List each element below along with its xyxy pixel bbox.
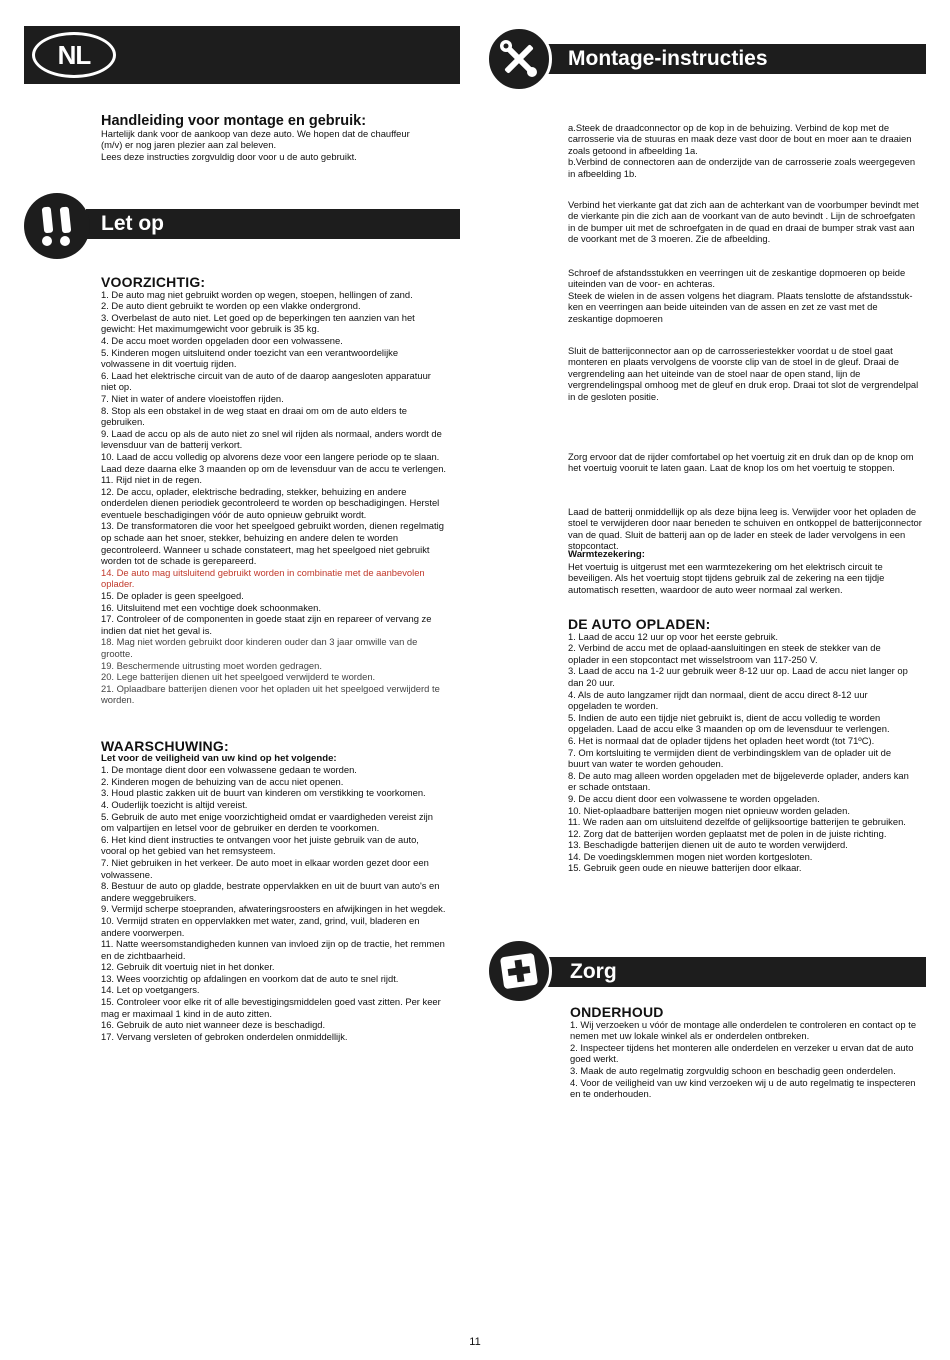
opladen-title: DE AUTO OPLADEN: — [568, 616, 711, 632]
intro-line: (m/v) er nog jaren plezier aan zal beleven. — [101, 139, 277, 151]
montage-block-text: Verbind het vierkante gat dat zich aan de achterkant van de voorbumper bevindt met de vierkante pin die zich aan de voorkant van de auto bevindt . Lijn de schroefgaten in de bumper uit met de schroefgaten in de quad en draai de bumper strak vast aan de voorkant met de 3 moeren. Zie de afbeelding. — [568, 198, 919, 245]
list-item: 15. Gebruik geen oude en nieuwe batterijen door elkaar. — [568, 862, 802, 874]
language-badge — [32, 32, 116, 78]
onderhoud-section — [570, 1004, 926, 1100]
intro-title: Handleiding voor montage en gebruik: — [101, 113, 367, 129]
warmtezekering-text: Het voertuig is uitgerust met een warmtezekering om het elektrisch circuit te beveiligen. Als het voertuig stopt tijdens gebruik zal de zekering na een tijdje automatisch resetten, waardoor de auto weer normaal zal werken. — [568, 560, 885, 595]
list-item: 8. Bestuur de auto op gladde, bestrate oppervlakken en uit de buurt van auto's en andere weggebruikers. — [101, 880, 440, 903]
list-item: 1. De montage dient door een volwassene gedaan te worden. — [101, 764, 357, 776]
waarschuwing-title: WAARSCHUWING: — [101, 738, 229, 754]
zorg-title: Zorg — [570, 960, 617, 983]
list-item: 10. Laad de accu volledig op alvorens deze voor een langere periode op te slaan. Laad deze daarna elke 3 maanden op om de levensduur van de accu te verlengen. — [101, 450, 447, 474]
list-item: 6. Het is normaal dat de oplader tijdens het opladen heet wordt (tot 71ºC). — [568, 734, 875, 746]
warmtezekering-section — [568, 549, 924, 595]
list-item: 13. Beschadigde batterijen dienen uit de auto te worden verwijderd. — [568, 839, 848, 851]
list-item: 15. Controleer voor elke rit of alle bevestigingsmiddelen goed vast zitten. Per keer mag er maximaal 1 kind in de auto zitten. — [101, 996, 441, 1019]
list-item: 3. Maak de auto regelmatig zorgvuldig schoon en beschadig geen onderdelen. — [570, 1064, 896, 1076]
intro-line: Lees deze instructies zorgvuldig door voor u de auto gebruikt. — [101, 150, 357, 162]
montage-block — [568, 187, 924, 257]
list-item: 3. Houd plastic zakken uit de buurt van kinderen om verstikking te voorkomen. — [101, 787, 426, 799]
list-item: 21. Oplaadbare batterijen dienen voor het opladen uit het speelgoed verwijderd te worden. — [101, 682, 440, 706]
list-item: 1. De auto mag niet gebruikt worden op wegen, stoepen, hellingen of zand. — [101, 288, 413, 300]
list-item: 3. Laad de accu na 1-2 uur gebruik weer 8-12 uur op. Laad de accu niet langer op dan 20 uur. — [568, 665, 908, 688]
list-item: 20. Lege batterijen dienen uit het speelgoed verwijderd te worden. — [101, 671, 376, 683]
wrench-screwdriver-icon — [486, 26, 552, 92]
waarschuwing-section — [101, 738, 447, 1042]
montage-block — [568, 439, 924, 485]
list-item: 16. Uitsluitend met een vochtige doek schoonmaken. — [101, 601, 321, 613]
list-item: 10. Niet-oplaadbare batterijen mogen niet opnieuw worden geladen. — [568, 804, 850, 816]
list-item: 13. Wees voorzichtig op afdalingen en voorkom dat de auto te snel rijdt. — [101, 972, 399, 984]
list-item: 12. Gebruik dit voertuig niet in het donker. — [101, 961, 275, 973]
list-item: 13. De transformatoren die voor het speelgoed gebruikt worden, dienen regelmatig op schade aan het snoer, stekker, behuizing en andere delen te worden gecontroleerd. Wanneer u schade constateert, mag het speelgoed niet gebruikt worden tot de schade is gerepareerd. — [101, 520, 444, 567]
warmtezekering-title: Warmtezekering: — [568, 549, 645, 560]
list-item: 6. Laad het elektrische circuit van de auto of de daarop aangesloten apparatuur niet op. — [101, 369, 431, 393]
page-number: 11 — [469, 1336, 481, 1348]
list-item: 1. Wij verzoeken u vóór de montage alle onderdelen te controleren en contact op te nemen met uw lokale winkel als er onderdelen ontbreken. — [570, 1018, 917, 1042]
list-item: 12. De accu, oplader, elektrische bedrading, stekker, behuizing en andere onderdelen dienen periodiek gecontroleerd te worden op beschadigingen. Herstel eventuele beschadigingen vóór de auto opnieuw gebruikt wordt. — [101, 485, 440, 520]
list-item: 6. Het kind dient instructies te ontvangen voor het juiste gebruik van de auto, vooral op het gebied van het remsysteem. — [101, 833, 419, 857]
list-item: 7. Niet in water of andere vloeistoffen rijden. — [101, 392, 284, 404]
exclamation-icon — [24, 193, 90, 259]
intro-line: Hartelijk dank voor de aankoop van deze auto. We hopen dat de chauffeur — [101, 127, 410, 139]
list-item: 7. Om kortsluiting te vermijden dient de verbindingsklem van de oplader uit de buurt van water te worden gehouden. — [568, 746, 892, 770]
list-item: 11. We raden aan om uitsluitend dezelfde of gelijksoortige batterijen te gebruiken. — [568, 816, 906, 828]
first-aid-icon — [486, 938, 552, 1004]
list-item: 4. Voor de veiligheid van uw kind verzoeken wij u de auto regelmatig te inspecteren en te onderhouden. — [570, 1076, 916, 1100]
list-item: 8. Stop als een obstakel in de weg staat en draai om om de auto elders te gebruiken. — [101, 404, 407, 428]
montage-title: Montage-instructies — [568, 47, 768, 70]
voorzichtig-title: VOORZICHTIG: — [101, 274, 206, 290]
montage-block — [568, 333, 924, 414]
montage-block — [568, 110, 924, 191]
list-item: 16. Gebruik de auto niet wanneer deze is beschadigd. — [101, 1019, 326, 1031]
language-badge-label: NL — [57, 39, 91, 70]
list-item: 17. Controleer of de componenten in goede staat zijn en repareer of vervang ze indien dat niet het geval is. — [101, 613, 432, 636]
opladen-section — [568, 616, 914, 874]
list-item: 7. Niet gebruiken in het verkeer. De auto moet in elkaar worden gezet door een volwassene. — [101, 856, 429, 880]
list-item: 3. Overbelast de auto niet. Let goed op de beperkingen ten aanzien van het gewicht: Het maximumgewicht voor gebruik is 35 kg. — [101, 311, 415, 335]
list-item: 18. Mag niet worden gebruikt door kinderen ouder dan 3 jaar omwille van de grootte. — [101, 636, 418, 659]
montage-block — [568, 255, 924, 336]
onderhoud-title: ONDERHOUD — [570, 1004, 664, 1020]
list-item: 2. De auto dient gebruikt te worden op een vlakke ondergrond. — [101, 300, 361, 312]
voorzichtig-section — [101, 274, 447, 706]
montage-block-text: Zorg ervoor dat de rijder comfortabel op het voertuig zit en druk dan op de knop om het voertuig vooruit te laten gaan. Laat de knop los om het voertuig te stoppen. — [568, 450, 914, 474]
list-item: 14. De voedingsklemmen mogen niet worden kortgesloten. — [568, 850, 813, 862]
list-item: 11. Rijd niet in de regen. — [101, 474, 202, 486]
list-item: 15. De oplader is geen speelgoed. — [101, 590, 244, 602]
list-item: 5. Kinderen mogen uitsluitend onder toezicht van een verantwoordelijke volwassene in dit voertuig rijden. — [101, 346, 399, 370]
list-item: 2. Inspecteer tijdens het monteren alle onderdelen en verzeker u ervan dat de auto goed werkt. — [570, 1041, 914, 1065]
montage-block-text: a.Steek de draadconnector op de kop in de behuizing. Verbind de kop met de carrosserie via de stuuras en maak deze vast door de bout en moer aan te draaien zoals getoond in afbeelding 1a. b.Verbind de connectoren aan de onderzijde van de carrosserie zoals weergegeven in afbeelding 1b. — [568, 121, 916, 179]
list-item: 12. Zorg dat de batterijen worden geplaatst met de polen in de juiste richting. — [568, 827, 887, 839]
montage-block-text: Schroef de afstandsstukken en veerringen uit de zeskantige dopmoeren op beide uiteinden van de voor- en achteras. Steek de wielen in de assen volgens het diagram. Plaats tenslotte de afstandsstuk-ken en veerringen aan beide uiteinden van de assen en zet ze vast met de zeskantige dopmoeren — [568, 266, 913, 324]
list-item: 1. Laad de accu 12 uur op voor het eerste gebruik. — [568, 630, 779, 642]
montage-block-text: Laad de batterij onmiddellijk op als deze bijna leeg is. Verwijder voor het opladen de stoel te verwijderen door naar beneden te schuiven en ontkoppel de batterijconnector van de quad. Sluit de batterij aan op de lader en steek de lader vervolgens in een stopcontact. — [568, 505, 922, 552]
list-item: 19. Beschermende uitrusting moet worden gedragen. — [101, 659, 322, 671]
list-item: 10. Vermijd straten en oppervlakken met water, zand, grind, vuil, bladeren en andere voorwerpen. — [101, 914, 420, 938]
list-item: 9. De accu dient door een volwassene te worden opgeladen. — [568, 792, 820, 804]
list-item: 5. Gebruik de auto met enige voorzichtigheid omdat er vaardigheden vereist zijn om valpartijen en letsel voor de gebruiker en derden te voorkomen. — [101, 810, 433, 834]
list-item: 11. Natte weersomstandigheden kunnen van invloed zijn op de tractie, het remmen en de zichtbaarheid. — [101, 938, 445, 961]
list-item: 17. Vervang versleten of gebroken onderdelen onmiddellijk. — [101, 1030, 348, 1042]
list-item: 2. Verbind de accu met de oplaad-aansluitingen en steek de stekker van de oplader in een stopcontact met wisselstroom van 117-250 V. — [568, 642, 881, 665]
list-item: 4. Als de auto langzamer rijdt dan normaal, dient de accu direct 8-12 uur opgeladen te worden. — [568, 688, 868, 712]
list-item: 4. Ouderlijk toezicht is altijd vereist. — [101, 798, 248, 810]
list-item: 8. De auto mag alleen worden opgeladen met de bijgeleverde oplader, anders kan er schade ontstaan. — [568, 769, 909, 793]
let-op-title: Let op — [101, 212, 164, 235]
waarschuwing-subtitle: Let voor de veiligheid van uw kind op het volgende: — [101, 752, 337, 764]
list-item: 9. Vermijd scherpe stoepranden, afwateringsroosters en afwijkingen in het wegdek. — [101, 903, 446, 915]
list-item: 4. De accu moet worden opgeladen door een volwassene. — [101, 334, 343, 346]
list-item: 14. Let op voetgangers. — [101, 984, 200, 996]
list-item: 5. Indien de auto een tijdje niet gebruikt is, dient de accu volledig te worden opgeladen. Laad de accu elke 3 maanden op om de levensduur te verlengen. — [568, 711, 890, 735]
list-item: 2. Kinderen mogen de behuizing van de accu niet openen. — [101, 775, 344, 787]
montage-block-text: Sluit de batterijconnector aan op de carrosseriestekker voordat u de stoel gaat monteren en plaats vervolgens de voorste clip van de stoel in de gleuf. Draai de vergrendeling aan het uiteinde van de stoel naar de open stand, lijn de vergrendelingspal omhoog met de gleuf en druk erop. Draai tot slot de vergrendelpal in de gesloten positie. — [568, 344, 919, 402]
intro-section — [101, 113, 461, 162]
list-item: 9. Laad de accu op als de auto niet zo snel wil rijden als normaal, anders wordt de levensduur van de batterij verkort. — [101, 427, 442, 451]
list-item: 14. De auto mag uitsluitend gebruikt worden in combinatie met de aanbevolen oplader. — [101, 566, 425, 590]
